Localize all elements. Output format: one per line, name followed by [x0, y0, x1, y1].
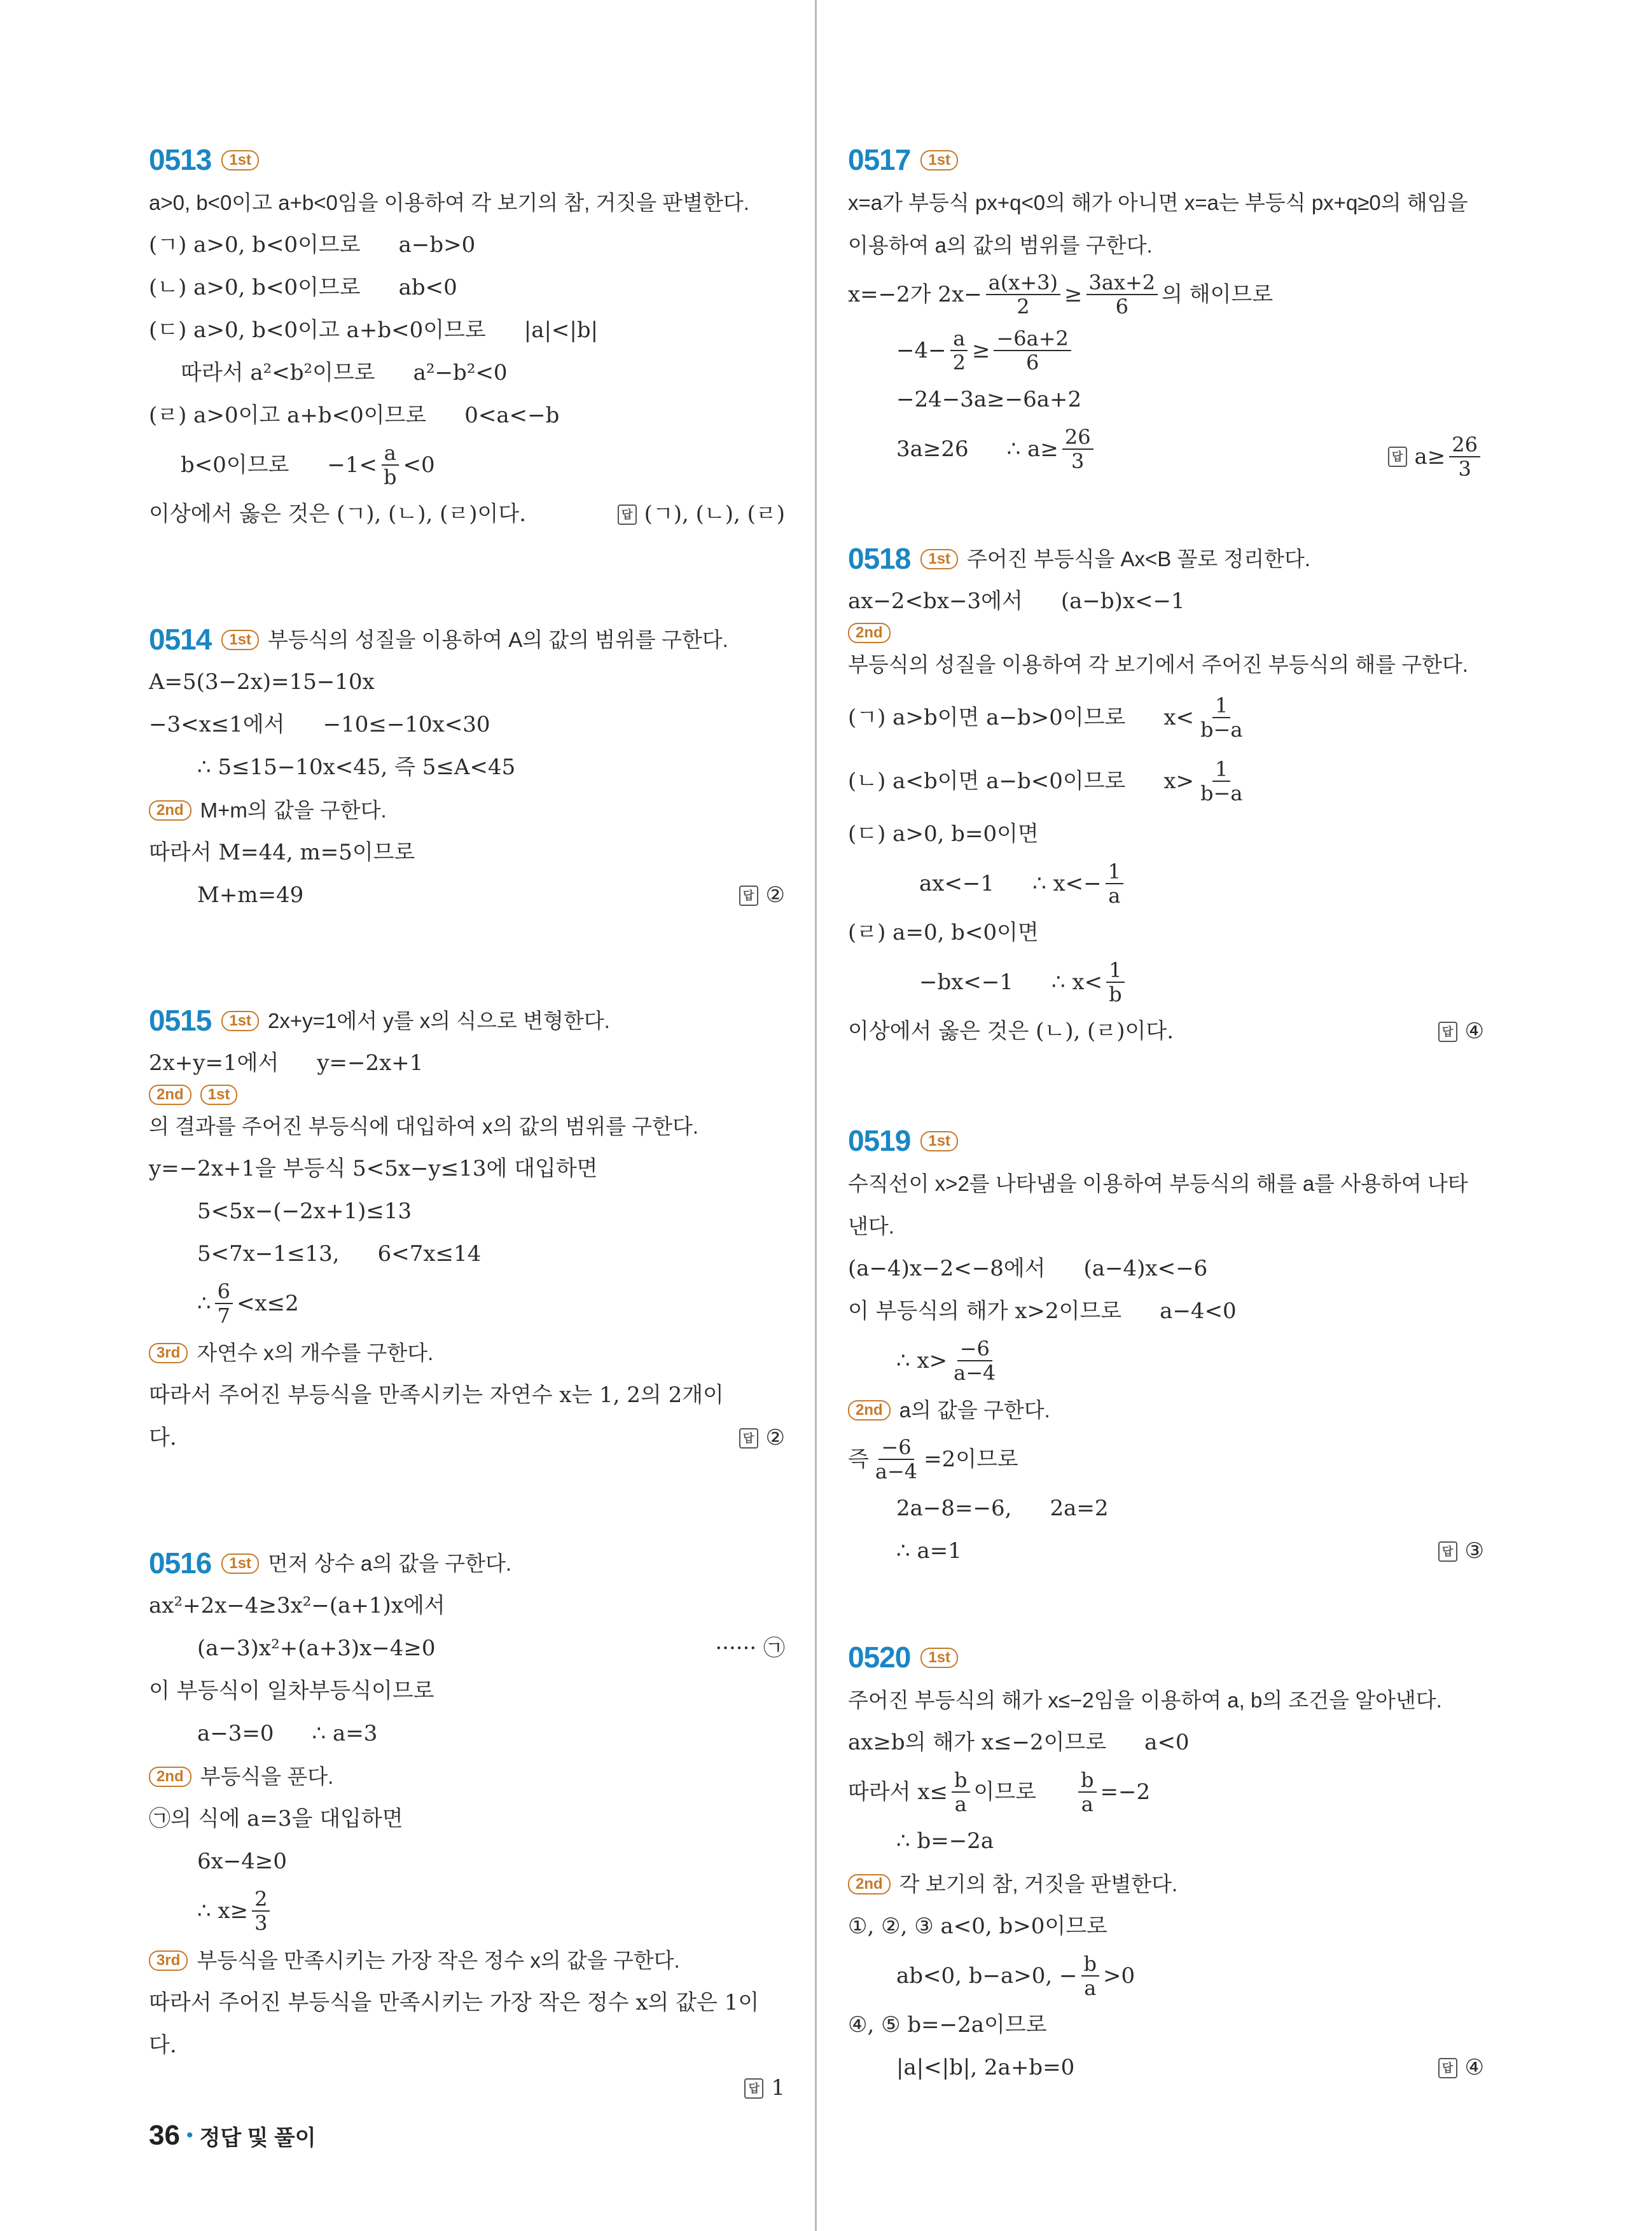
step-hint: 자연수 x의 개수를 구한다.	[197, 1341, 434, 1365]
step-badge-3rd: 3rd	[149, 1343, 188, 1363]
fraction: $\frac{b}{a}$	[1078, 1769, 1096, 1816]
fraction: $\frac{a}{2}$	[950, 327, 968, 374]
fraction: $\frac{1}{b-a}$	[1200, 757, 1243, 805]
step-badge-1st: 1st	[920, 1131, 958, 1151]
answer: 답 ③	[1438, 1530, 1484, 1573]
problem-0520: 0520 1st 주어진 부등식의 해가 x≤−2임을 이용하여 a, b의 조건을 알아낸다. ax≥b의 해가 x≤−2이므로 a<0 따라서 x≤ $\frac{b}{a}$ 이므로 $\frac{b}{a}$ =−2 ∴ b=−2a 2nd 각 보기의 참, 거짓을 판별한다. ①, ②, ③ a<0, b>0이므로 ab<0, b−a>0, − $\frac{b}{a}$ >0 ④, ⑤ b=−2a이므로 |a|<|b|, 2a+b=0 답 ④	[848, 1636, 1484, 2089]
problem-0515: 0515 1st 2x+y=1에서 y를 x의 식으로 변형한다. 2x+y=1에서 y=−2x+1 2nd 1st 의 결과를 주어진 부등식에 대입하여 x의 값의 범위를 구한다. y=−2x+1을 부등식 5<5x−y≤13에 대입하면 5<5x−(−2x+1)≤13 5<7x−1≤13, 6<7x≤14 ∴ $\frac{6}{7}$ <x≤2 3rd 자연수 x의 개수를 구한다. 따라서 주어진 부등식을 만족시키는 자연수 x는 1, 2의 2개이다. 답 ②	[149, 999, 785, 1459]
answer: 답 (ㄱ), (ㄴ), (ㄹ)	[618, 493, 785, 536]
problem-number: 0519	[848, 1124, 911, 1157]
answer-icon: 답	[1438, 1022, 1457, 1042]
bullet-icon: •	[186, 2125, 193, 2146]
step-hint: 먼저 상수 a의 값을 구한다.	[268, 1552, 512, 1575]
step-hint: 부등식을 만족시키는 가장 작은 정수 x의 값을 구한다.	[197, 1949, 680, 1972]
fraction: $\frac{1}{b}$	[1106, 959, 1124, 1006]
fraction: $\frac{1}{b-a}$	[1200, 693, 1243, 742]
step-badge-2nd: 2nd	[149, 800, 191, 821]
step-hint: 주어진 부등식의 해가 x≤−2임을 이용하여 a, b의 조건을 알아낸다.	[848, 1688, 1442, 1712]
problem-number: 0516	[149, 1546, 212, 1580]
column-divider	[815, 0, 817, 2231]
problem-number: 0518	[848, 542, 911, 575]
step-badge-1st: 1st	[221, 150, 259, 170]
problem-0516: 0516 1st 먼저 상수 a의 값을 구한다. ax²+2x−4≥3x²−(a+1)x에서 (a−3)x²+(a+3)x−4≥0 ······ ㉠ 이 부등식이 일차부등식이므로 a−3=0 ∴ a=3 2nd 부등식을 푼다. ㉠의 식에 a=3을 대입하면 6x−4≥0 ∴ x≥ $\frac{2}{3}$ 3rd 부등식을 만족시키는 가장 작은 정수 x의 값을 구한다. 따라서 주어진 부등식을 만족시키는 가장 작은 정수 x의 값은 1이다. 답 1	[149, 1542, 785, 2109]
left-column	[149, 139, 785, 2192]
step-hint: a의 값을 구한다.	[899, 1398, 1050, 1422]
problem-0513: 0513 1st a>0, b<0이고 a+b<0임을 이용하여 각 보기의 참, 거짓을 판별한다. (ㄱ) a>0, b<0이므로 a−b>0 (ㄴ) a>0, b<0이므로 ab<0 (ㄷ) a>0, b<0이고 a+b<0이므로 |a|<|b| 따라서 a²<b²이므로 a²−b²<0 (ㄹ) a>0이고 a+b<0이므로 0<a<−b b<0이므로 −1< $\frac{a}{b}$ <0 이상에서 옳은 것은 (ㄱ), (ㄴ), (ㄹ)이다. 답 (ㄱ), (ㄴ), (ㄹ)	[149, 139, 785, 536]
step-badge-2nd: 2nd	[848, 1400, 891, 1421]
step-badge-1st: 1st	[221, 1011, 259, 1031]
problem-0517: 0517 1st x=a가 부등식 px+q<0의 해가 아니면 x=a는 부등식 px+q≥0의 해임을 이용하여 a의 값의 범위를 구한다. x=−2가 2x− $\frac{a(x+3)}{2}$ ≥ $\frac{3ax+2}{6}$ 의 해이므로 −4− $\frac{a}{2}$ ≥ $\frac{-6a+2}{6}$ −24−3a≥−6a+2 3a≥26 ∴ a≥ $\frac{26}{3}$ 답 a≥ $\frac{26}{3}$	[848, 139, 1484, 477]
conclusion: 이상에서 옳은 것은 (ㄱ), (ㄴ), (ㄹ)이다.	[149, 501, 527, 527]
fraction: $\frac{-6a+2}{6}$	[994, 327, 1071, 374]
problem-0518: 0518 1st 주어진 부등식을 Ax<B 꼴로 정리한다. ax−2<bx−3에서 (a−b)x<−1 2nd 부등식의 성질을 이용하여 각 보기에서 주어진 부등식의 해를 구한다. (ㄱ) a>b이면 a−b>0이므로 x< $\frac{1}{b-a}$ (ㄴ) a<b이면 a−b<0이므로 x> $\frac{1}{b-a}$ (ㄷ) a>0, b=0이면 ax<−1 ∴ x<− $\frac{1}{a}$ (ㄹ) a=0, b<0이면 −bx<−1 ∴ x< $\frac{1}{b}$ 이상에서 옳은 것은 (ㄴ), (ㄹ)이다. 답 ④	[848, 538, 1484, 1053]
fraction: $\frac{6}{7}$	[215, 1280, 233, 1327]
step-badge-2nd: 2nd	[149, 1085, 191, 1105]
fraction: $\frac{b}{a}$	[1081, 1952, 1099, 1999]
fraction: $\frac{b}{a}$	[952, 1769, 969, 1816]
problem-number: 0514	[149, 623, 212, 656]
step-badge-2nd: 2nd	[149, 1767, 191, 1787]
answer-icon: 답	[618, 504, 637, 525]
step-badge-2nd: 2nd	[848, 1874, 891, 1894]
answer-icon: 답	[1438, 2058, 1457, 2078]
step-hint: 부등식을 푼다.	[200, 1765, 334, 1788]
fraction: $\frac{-6}{a-4}$	[954, 1337, 996, 1385]
step-hint: x=a가 부등식 px+q<0의 해가 아니면 x=a는 부등식 px+q≥0의 해임을 이용하여 a의 값의 범위를 구한다.	[848, 191, 1468, 257]
fraction: $\frac{a}{b}$	[381, 441, 399, 489]
answer-icon: 답	[739, 1428, 758, 1449]
problem-number: 0520	[848, 1641, 911, 1674]
conclusion: 이상에서 옳은 것은 (ㄴ), (ㄹ)이다.	[848, 1018, 1174, 1044]
step-badge-1st: 1st	[221, 1553, 259, 1574]
problem-0514: 0514 1st 부등식의 성질을 이용하여 A의 값의 범위를 구한다. A=5(3−2x)=15−10x −3<x≤1에서 −10≤−10x<30 ∴ 5≤15−10x<45, 즉 5≤A<45 2nd M+m의 값을 구한다. 따라서 M=44, m=5이므로 M+m=49 답 ②	[149, 618, 785, 917]
step-badge-1st: 1st	[221, 630, 259, 650]
answer-icon: 답	[739, 886, 758, 906]
problem-0519: 0519 1st 수직선이 x>2를 나타냄을 이용하여 부등식의 해를 a를 사용하여 나타낸다. (a−4)x−2<−8에서 (a−4)x<−6 이 부등식의 해가 x>2이므로 a−4<0 ∴ x> $\frac{-6}{a-4}$ 2nd a의 값을 구한다. 즉 $\frac{-6}{a-4}$ =2이므로 2a−8=−6, 2a=2 ∴ a=1 답 ③	[848, 1120, 1484, 1573]
step-hint: M+m의 값을 구한다.	[200, 798, 387, 822]
fraction: $\frac{3ax+2}{6}$	[1086, 271, 1158, 318]
step-hint: 주어진 부등식을 Ax<B 꼴로 정리한다.	[967, 547, 1311, 571]
step-hint: 수직선이 x>2를 나타냄을 이용하여 부등식의 해를 a를 사용하여 나타낸다.	[848, 1172, 1468, 1238]
step-badge-1st: 1st	[920, 549, 958, 569]
step-badge-1st: 1st	[200, 1085, 238, 1105]
step-hint: 각 보기의 참, 거짓을 판별한다.	[899, 1872, 1178, 1896]
fraction: $\frac{26}{3}$	[1062, 426, 1093, 473]
equation-tag: ······ ㉠	[715, 1636, 785, 1661]
fraction: $\frac{26}{3}$	[1449, 433, 1480, 480]
fraction: $\frac{a(x+3)}{2}$	[986, 271, 1060, 318]
right-column	[848, 139, 1484, 2089]
fraction: $\frac{1}{a}$	[1106, 860, 1123, 907]
conclusion: 따라서 주어진 부등식을 만족시키는 가장 작은 정수 x의 값은 1이다.	[149, 1990, 760, 2058]
answer: 답 ②	[739, 874, 785, 917]
step-badge-1st: 1st	[920, 1648, 958, 1668]
step-badge-2nd: 2nd	[848, 623, 891, 643]
step-hint: 부등식의 성질을 이용하여 각 보기에서 주어진 부등식의 해를 구한다.	[848, 653, 1469, 676]
answer: 답 a≥ $\frac{26}{3}$	[1388, 429, 1484, 485]
fraction: $\frac{-6}{a-4}$	[875, 1435, 918, 1484]
answer: 답 ②	[739, 1417, 785, 1459]
page-number: 36	[149, 2120, 180, 2151]
page-footer	[149, 2120, 316, 2151]
problem-number: 0515	[149, 1004, 212, 1037]
answer-icon: 답	[1388, 447, 1407, 467]
answer: 답 ④	[1438, 2047, 1484, 2089]
fraction: $\frac{2}{3}$	[252, 1887, 270, 1935]
step-badge-3rd: 3rd	[149, 1950, 188, 1971]
step-badge-1st: 1st	[920, 150, 958, 170]
problem-number: 0513	[149, 143, 212, 176]
answer: 답 ④	[1438, 1010, 1484, 1053]
step-hint: 의 결과를 주어진 부등식에 대입하여 x의 값의 범위를 구한다.	[149, 1115, 699, 1138]
answer: 답 1	[744, 2067, 785, 2109]
problem-number: 0517	[848, 143, 911, 176]
conclusion: 따라서 주어진 부등식을 만족시키는 자연수 x는 1, 2의 2개이다.	[149, 1382, 724, 1450]
step-hint: a>0, b<0이고 a+b<0임을 이용하여 각 보기의 참, 거짓을 판별한다.	[149, 191, 749, 214]
footer-label: 정답 및 풀이	[199, 2125, 316, 2150]
answer-icon: 답	[1438, 1541, 1457, 1562]
step-hint: 부등식의 성질을 이용하여 A의 값의 범위를 구한다.	[268, 628, 728, 651]
step-hint: 2x+y=1에서 y를 x의 식으로 변형한다.	[268, 1009, 610, 1032]
answer-icon: 답	[744, 2078, 763, 2099]
